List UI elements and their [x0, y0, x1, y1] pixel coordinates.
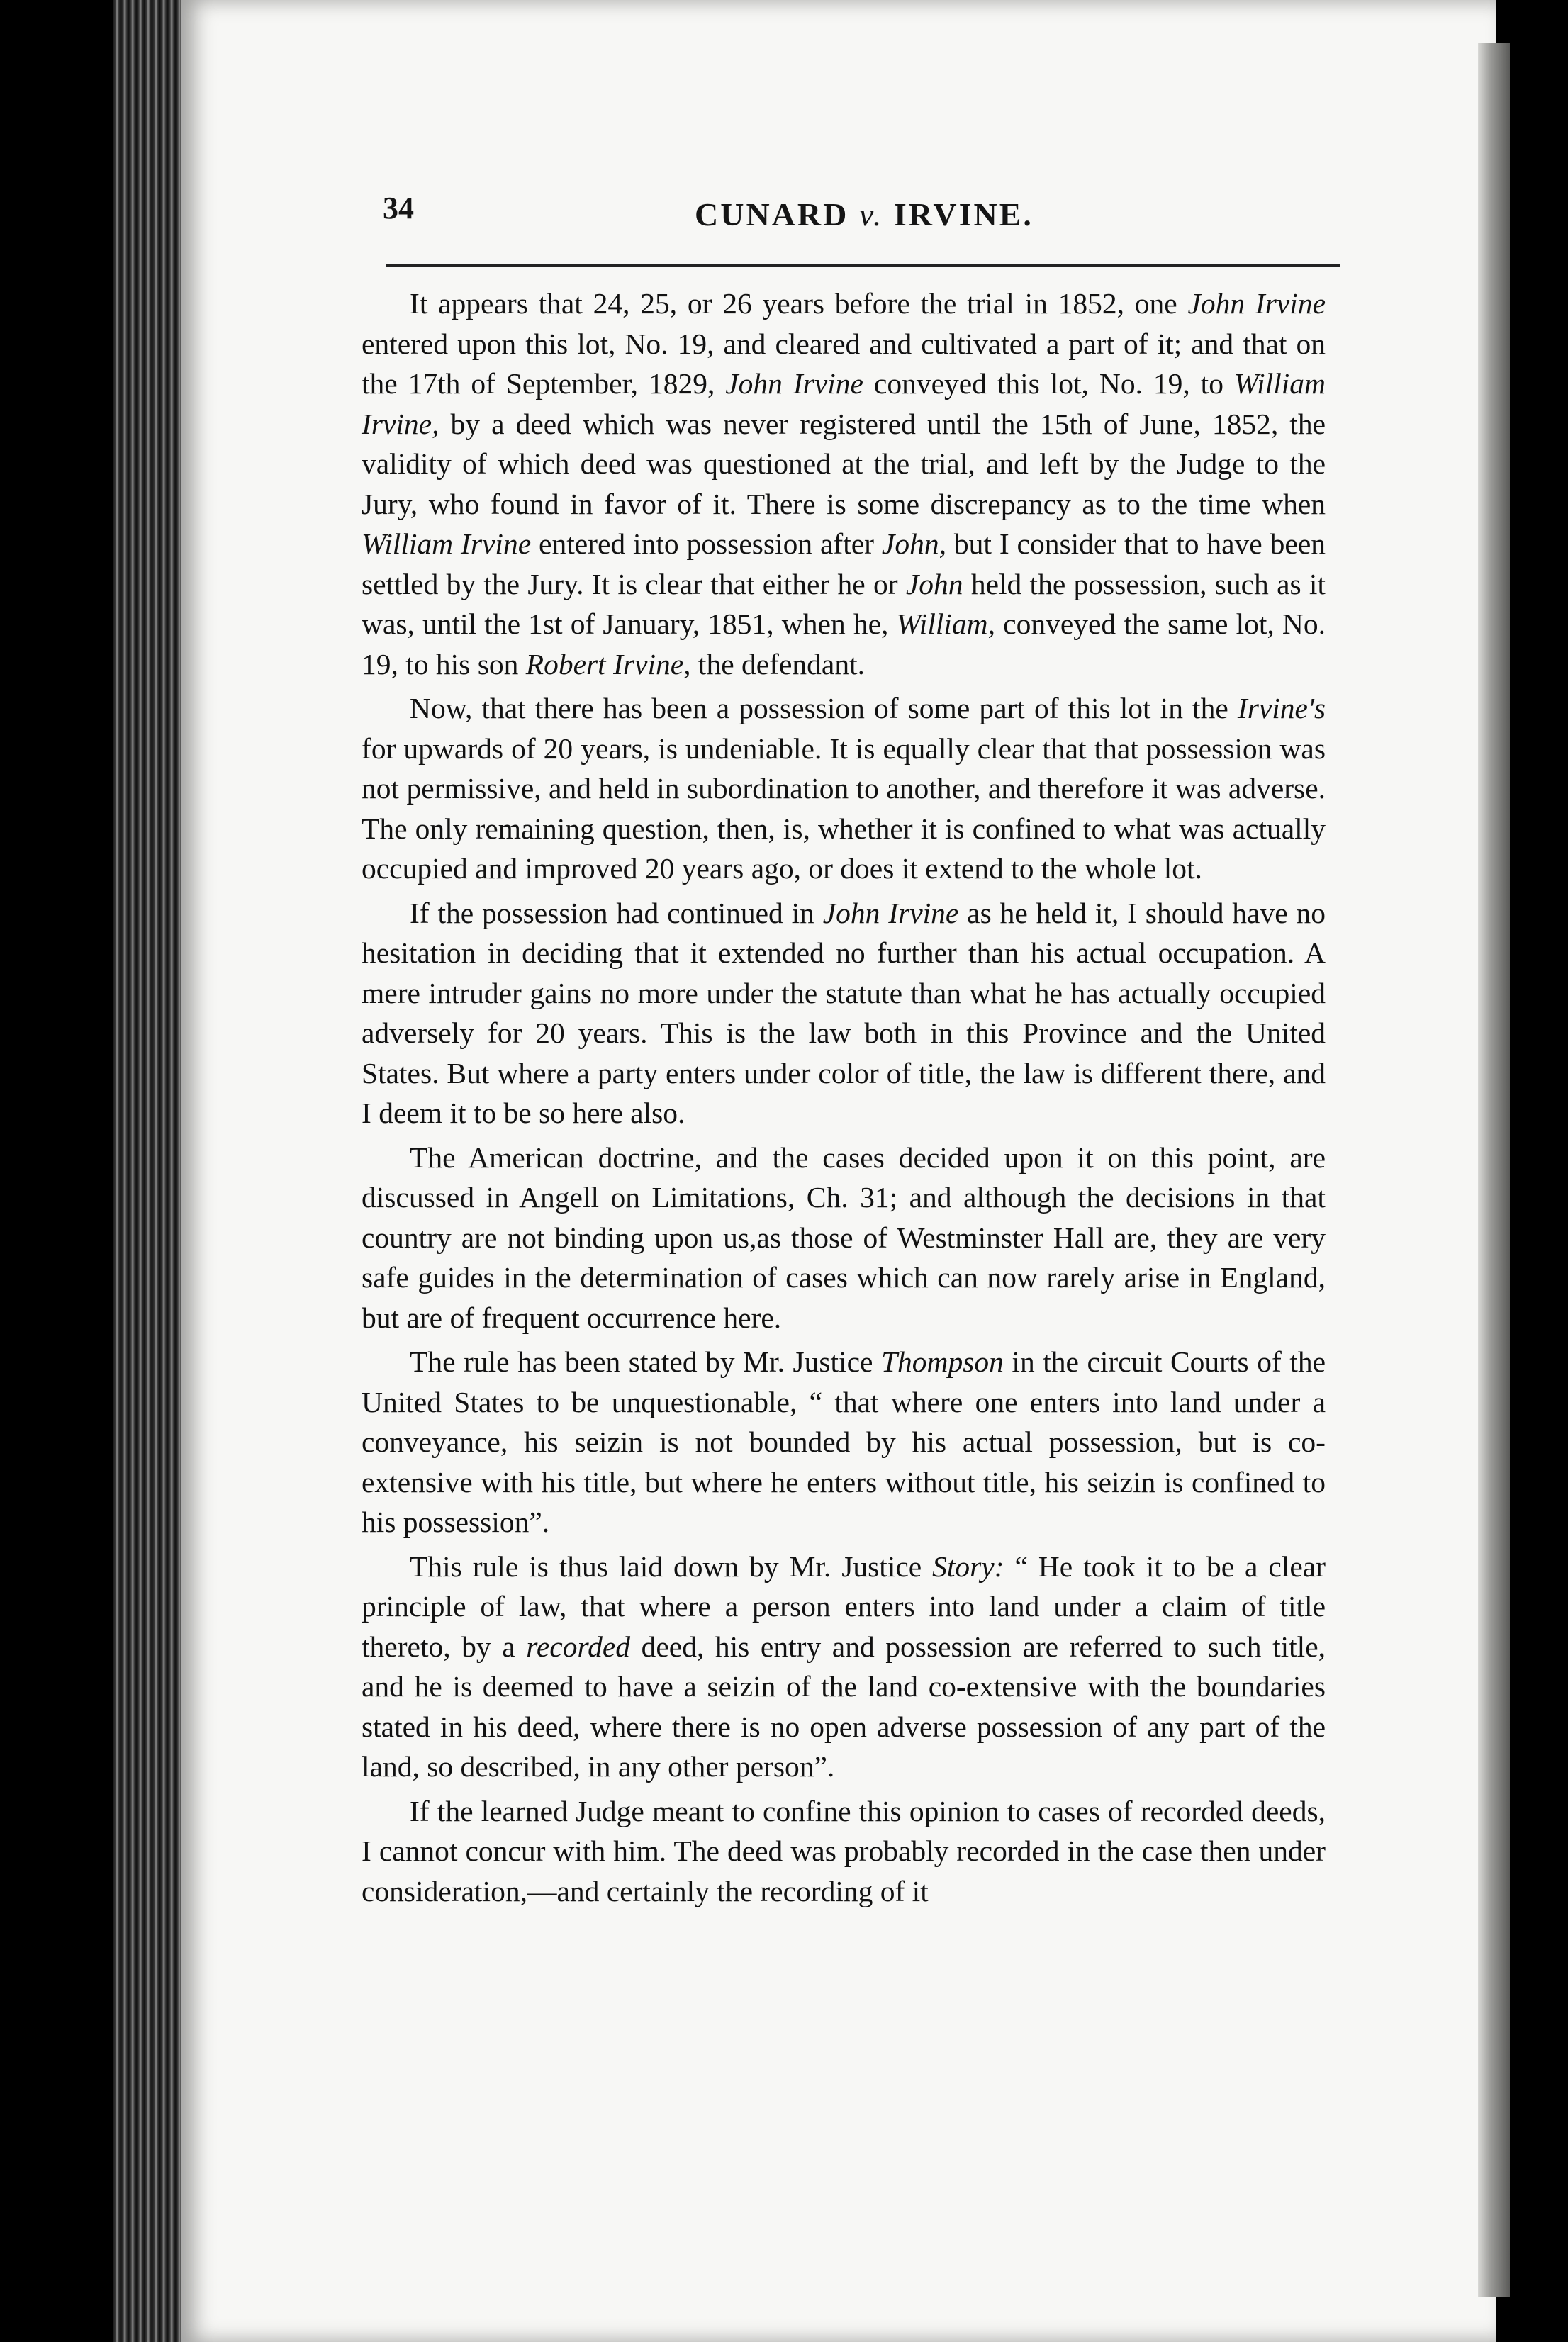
- text-run: conveyed the same lot, No. 19, to his son: [362, 607, 1326, 680]
- case-title: [695, 196, 1034, 233]
- text-run: Now, that there has been a possession of some part of this lot in the: [410, 692, 1238, 724]
- paragraph: [362, 1791, 1326, 1912]
- text-run: If the learned Judge meant to confine this opinion to cases of recorded deeds, I cannot concur with him. The deed was probably recorded in the case then under consideration,—and certainly the recording of it: [362, 1794, 1326, 1907]
- paragraph: [362, 1342, 1326, 1542]
- book-binding-edge: [113, 0, 191, 2342]
- page-number: 34: [383, 191, 414, 225]
- text-run: The rule has been stated by Mr. Justice: [410, 1345, 881, 1378]
- paragraph: [362, 1547, 1326, 1787]
- body-text: [362, 284, 1326, 1915]
- text-run: held the possession, such as it was, until the 1st of January, 1851, when he,: [362, 567, 1326, 640]
- text-run: the defendant.: [690, 647, 865, 680]
- italic-text: recorded: [526, 1630, 631, 1663]
- paragraph: [362, 1138, 1326, 1338]
- running-header: [383, 190, 1326, 247]
- text-run: entered upon this lot, No. 19, and cleared and cultivated a part of it; and that on the 17th of September, 1829,: [362, 327, 1326, 400]
- text-run: in the circuit Courts of the United States to be unquestionable, “ that where one enters into land under a conveyance, his seizin is not bounded by his actual possession, but is co-extensive with his title, but where he enters without title, his seizin is confined to his possession”.: [362, 1345, 1326, 1538]
- italic-text: Thompson: [880, 1345, 1004, 1378]
- text-run: The American doctrine, and the cases decided upon it on this point, are discussed in Angell on Limitations, Ch. 31; and although the decisions in that country are not binding upon us,as those of Westminster Hall are, they are very safe guides in the determination of cases which can now rarely arise in England, but are of frequent occurrence here.: [362, 1141, 1326, 1334]
- page-stack-edge: [1478, 43, 1510, 2297]
- italic-text: John Irvine: [725, 367, 863, 400]
- case-title-right: IRVINE.: [893, 196, 1034, 232]
- text-run: It appears that 24, 25, or 26 years before the trial in 1852, one: [410, 287, 1188, 320]
- text-run: If the possession had continued in: [410, 896, 823, 929]
- italic-text: Story:: [932, 1550, 1004, 1583]
- text-run: for upwards of 20 years, is undeniable. It is equally clear that that possession was not permissive, and held in subordination to another, and therefore it was adverse. The only remaining question, then, is, whether it is confined to what was actually occupied and improved 20 years ago, or does it extend to the whole lot.: [362, 732, 1326, 885]
- italic-text: William Irvine: [362, 527, 532, 560]
- text-run: entered into possession after: [531, 527, 882, 560]
- text-run: deed, his entry and possession are referred to such title, and he is deemed to have a seizin of the land co-extensive with the boundaries stated in his deed, where there is no open adverse possession of any part of the land, so described, in any other person”.: [362, 1630, 1326, 1783]
- case-title-left: CUNARD: [695, 196, 849, 232]
- text-run: conveyed this lot, No. 19, to: [863, 367, 1234, 400]
- italic-text: Robert Irvine,: [525, 647, 691, 680]
- italic-text: John,: [881, 527, 946, 560]
- text-run: as he held it, I should have no hesitation in deciding that it extended no further than his actual occupation. A mere intruder gains no more under the statute than what he has actually occupied adversely for 20 years. This is the law both in this Province and the United States. But where a party enters under color of title, the law is different there, and I deem it to be so here also.: [362, 896, 1326, 1129]
- text-run: but I consider that to have been settled by the Jury. It is clear that either he or: [362, 527, 1326, 600]
- italic-text: William Irvine,: [362, 367, 1326, 440]
- paragraph: [362, 893, 1326, 1133]
- italic-text: Irvine's: [1237, 692, 1326, 724]
- case-title-versus: v.: [858, 196, 884, 232]
- italic-text: John Irvine: [1187, 287, 1326, 320]
- text-run: “ He took it to be a clear principle of law, that where a person enters into land under a claim of title thereto, by a: [362, 1550, 1326, 1663]
- paragraph: [362, 688, 1326, 889]
- text-run: This rule is thus laid down by Mr. Justice: [410, 1550, 933, 1583]
- italic-text: John: [905, 567, 963, 600]
- italic-text: William,: [896, 607, 996, 640]
- header-rule: [386, 264, 1340, 267]
- text-run: by a deed which was never registered until the 15th of June, 1852, the validity of which deed was questioned at the trial, and left by the Judge to the Jury, who found in favor of it. There is some discrepancy as to the time when: [362, 407, 1326, 520]
- paragraph: [362, 284, 1326, 684]
- italic-text: John Irvine: [822, 896, 959, 929]
